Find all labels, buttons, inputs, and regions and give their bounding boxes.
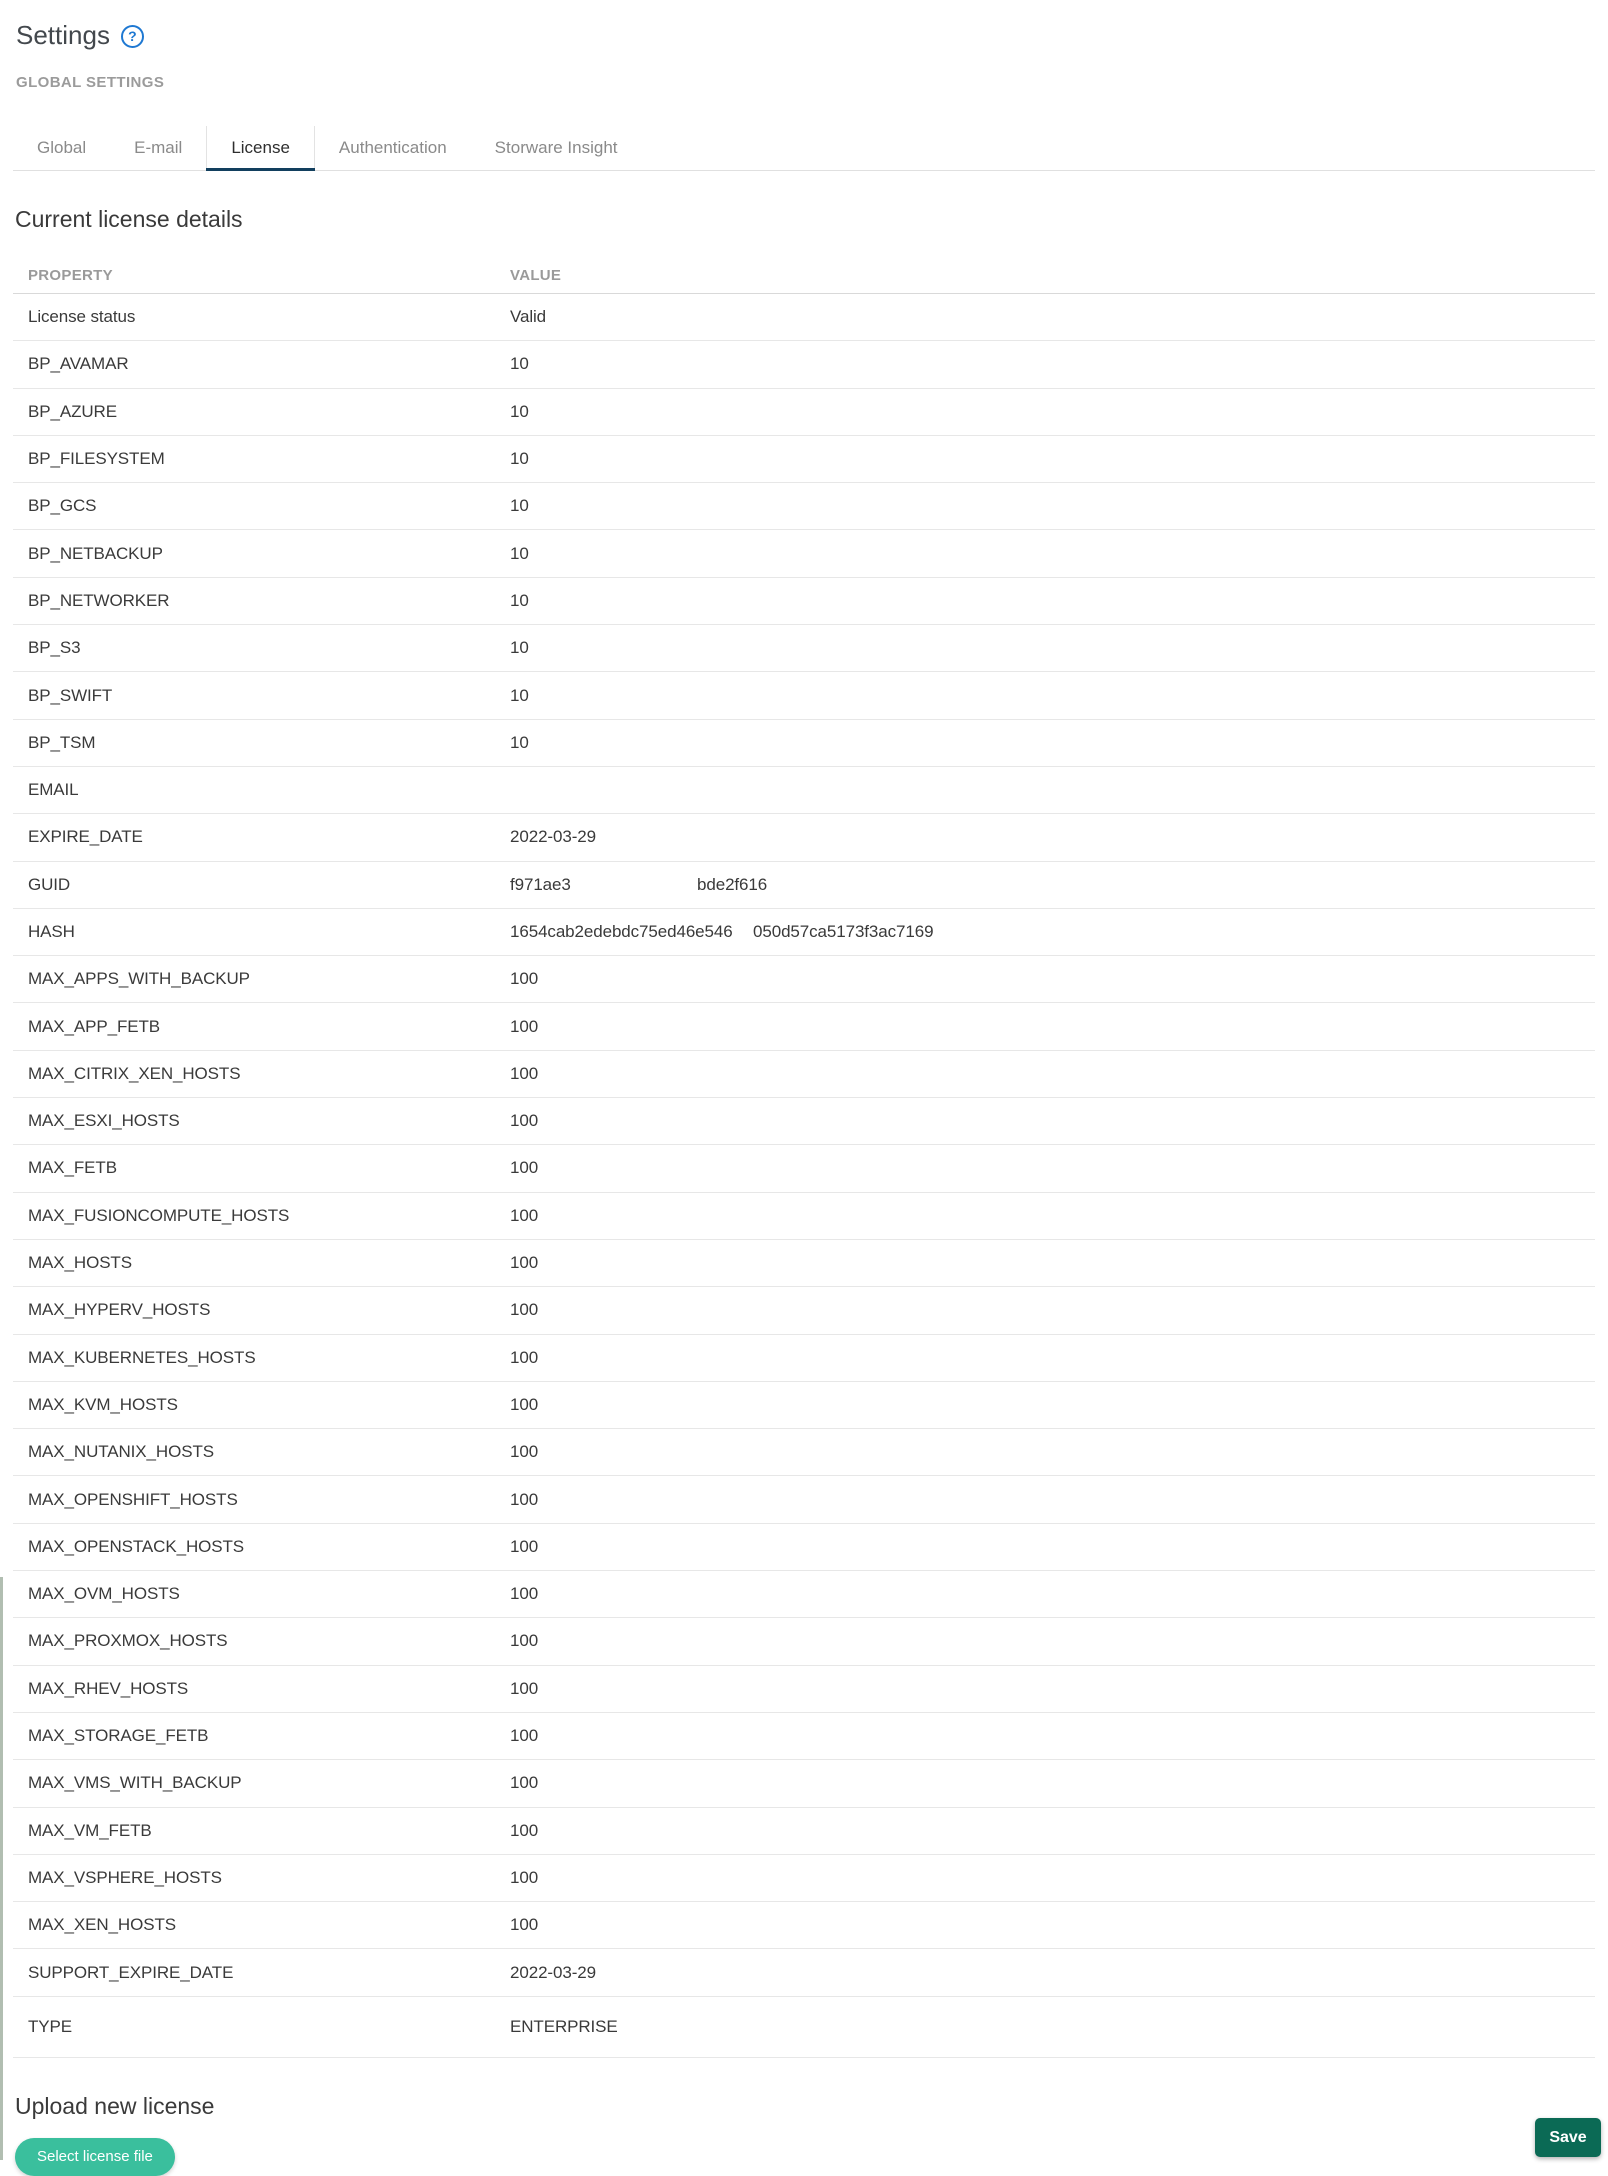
value-cell: 2022-03-29 <box>510 1962 596 1982</box>
table-row <box>13 1949 1595 1996</box>
value-cell: 100 <box>510 1205 539 1225</box>
table-row <box>13 1003 1595 1050</box>
value-part-1: f971ae3 <box>510 874 571 894</box>
license-table-header <box>13 257 1595 294</box>
table-row <box>13 767 1595 814</box>
property-cell: BP_AVAMAR <box>28 354 129 374</box>
property-cell: MAX_STORAGE_FETB <box>28 1726 209 1746</box>
value-cell: 10 <box>510 401 529 421</box>
value-cell: 100 <box>510 969 539 989</box>
table-row <box>13 1902 1595 1949</box>
property-cell: MAX_VM_FETB <box>28 1820 152 1840</box>
property-cell: BP_NETBACKUP <box>28 543 163 563</box>
value-cell: 100 <box>510 1394 539 1414</box>
property-cell: MAX_KUBERNETES_HOSTS <box>28 1347 256 1367</box>
value-cell: 100 <box>510 1300 539 1320</box>
value-cell: 100 <box>510 1820 539 1840</box>
table-row <box>13 1287 1595 1334</box>
tab-authentication[interactable]: Authentication <box>315 126 471 170</box>
property-cell: MAX_CITRIX_XEN_HOSTS <box>28 1063 241 1083</box>
property-cell: EMAIL <box>28 780 79 800</box>
property-cell: BP_AZURE <box>28 401 117 421</box>
property-cell: MAX_OVM_HOSTS <box>28 1584 180 1604</box>
property-cell: MAX_FETB <box>28 1158 117 1178</box>
value-cell: 2022-03-29 <box>510 827 596 847</box>
value-cell: 100 <box>510 1678 539 1698</box>
property-cell: SUPPORT_EXPIRE_DATE <box>28 1962 234 1982</box>
value-cell: 10 <box>510 638 529 658</box>
table-row <box>13 720 1595 767</box>
property-cell: MAX_VMS_WITH_BACKUP <box>28 1773 242 1793</box>
property-cell: BP_FILESYSTEM <box>28 449 165 469</box>
table-row <box>13 1997 1595 2058</box>
property-cell: MAX_VSPHERE_HOSTS <box>28 1867 222 1887</box>
table-row <box>13 1476 1595 1523</box>
license-table-body <box>13 294 1595 2058</box>
value-cell: 100 <box>510 1063 539 1083</box>
left-edge-stripe <box>0 1577 3 2160</box>
table-row <box>13 909 1595 956</box>
value-part-2: bde2f616 <box>697 874 768 894</box>
table-row <box>13 1855 1595 1902</box>
value-cell: 100 <box>510 1016 539 1036</box>
property-cell: MAX_XEN_HOSTS <box>28 1915 176 1935</box>
page-title <box>13 0 1595 50</box>
value-cell: ENTERPRISE <box>510 2016 618 2036</box>
property-cell: MAX_HYPERV_HOSTS <box>28 1300 211 1320</box>
value-cell <box>510 922 1595 942</box>
property-cell: GUID <box>28 874 71 894</box>
property-cell: BP_GCS <box>28 496 97 516</box>
property-cell: MAX_HOSTS <box>28 1253 132 1273</box>
table-row <box>13 483 1595 530</box>
table-row <box>13 530 1595 577</box>
table-row <box>13 294 1595 341</box>
value-cell: 100 <box>510 1347 539 1367</box>
property-cell: MAX_PROXMOX_HOSTS <box>28 1631 228 1651</box>
value-cell: 100 <box>510 1111 539 1131</box>
table-row <box>13 436 1595 483</box>
table-row <box>13 1618 1595 1665</box>
tab-license[interactable]: License <box>206 126 315 170</box>
column-header-value: VALUE <box>510 266 562 284</box>
table-row <box>13 578 1595 625</box>
column-header-property: PROPERTY <box>28 266 113 284</box>
property-cell: MAX_OPENSHIFT_HOSTS <box>28 1489 238 1509</box>
table-row <box>13 1335 1595 1382</box>
table-row <box>13 1429 1595 1476</box>
table-row <box>13 389 1595 436</box>
value-part-1: 1654cab2edebdc75ed46e546 <box>510 922 733 941</box>
page-subtitle: GLOBAL SETTINGS <box>16 74 165 91</box>
property-cell: EXPIRE_DATE <box>28 827 143 847</box>
property-cell: MAX_ESXI_HOSTS <box>28 1111 180 1131</box>
property-cell: MAX_KVM_HOSTS <box>28 1394 178 1414</box>
property-cell: MAX_OPENSTACK_HOSTS <box>28 1536 245 1556</box>
value-part-2: 050d57ca5173f3ac7169 <box>753 922 934 941</box>
table-row <box>13 814 1595 861</box>
table-row <box>13 1382 1595 1429</box>
table-row <box>13 1145 1595 1192</box>
upload-license-heading: Upload new license <box>15 2092 215 2119</box>
table-row <box>13 1240 1595 1287</box>
value-cell: 100 <box>510 1584 539 1604</box>
property-cell: MAX_APP_FETB <box>28 1016 161 1036</box>
value-cell: 100 <box>510 1867 539 1887</box>
license-table <box>13 257 1595 2058</box>
value-cell: 100 <box>510 1536 539 1556</box>
table-row <box>13 341 1595 388</box>
license-details-heading: Current license details <box>15 206 243 232</box>
table-row <box>13 1571 1595 1618</box>
value-cell: 100 <box>510 1631 539 1651</box>
table-row <box>13 1808 1595 1855</box>
table-row <box>13 1713 1595 1760</box>
property-cell: TYPE <box>28 2016 73 2036</box>
table-row <box>13 625 1595 672</box>
table-row <box>13 1193 1595 1240</box>
property-cell: MAX_NUTANIX_HOSTS <box>28 1442 214 1462</box>
table-row <box>13 862 1595 909</box>
help-icon[interactable]: ? <box>121 25 144 48</box>
table-row <box>13 672 1595 719</box>
value-cell: Valid <box>510 307 547 327</box>
property-cell: License status <box>28 307 136 327</box>
value-cell: 10 <box>510 543 529 563</box>
table-row <box>13 1760 1595 1807</box>
value-cell: 10 <box>510 685 529 705</box>
value-cell: 10 <box>510 449 529 469</box>
property-cell: MAX_FUSIONCOMPUTE_HOSTS <box>28 1205 290 1225</box>
value-cell: 10 <box>510 354 529 374</box>
table-row <box>13 956 1595 1003</box>
value-cell: 100 <box>510 1726 539 1746</box>
property-cell: HASH <box>28 922 75 941</box>
value-cell: 10 <box>510 732 529 752</box>
page-title-text: Settings <box>16 20 110 50</box>
table-row <box>13 1524 1595 1571</box>
property-cell: MAX_APPS_WITH_BACKUP <box>28 969 250 989</box>
property-cell: MAX_RHEV_HOSTS <box>28 1678 189 1698</box>
table-row <box>13 1051 1595 1098</box>
value-cell <box>510 875 1595 895</box>
property-cell: BP_SWIFT <box>28 685 113 705</box>
property-cell: BP_TSM <box>28 732 96 752</box>
tab-global[interactable]: Global <box>13 126 110 170</box>
save-button[interactable]: Save <box>1535 2118 1601 2157</box>
value-cell: 100 <box>510 1253 539 1273</box>
value-cell: 100 <box>510 1773 539 1793</box>
value-cell: 100 <box>510 1442 539 1462</box>
table-row <box>13 1098 1595 1145</box>
value-cell: 100 <box>510 1489 539 1509</box>
select-license-file-button[interactable]: Select license file <box>15 2138 175 2176</box>
value-cell: 100 <box>510 1158 539 1178</box>
value-cell: 10 <box>510 590 529 610</box>
property-cell: BP_S3 <box>28 638 81 658</box>
table-row <box>13 1666 1595 1713</box>
settings-tabbar <box>13 126 1595 171</box>
property-cell: BP_NETWORKER <box>28 590 170 610</box>
value-cell: 10 <box>510 496 529 516</box>
tab-storware-insight[interactable]: Storware Insight <box>471 126 642 170</box>
value-cell: 100 <box>510 1915 539 1935</box>
tab-e-mail[interactable]: E-mail <box>110 126 206 170</box>
